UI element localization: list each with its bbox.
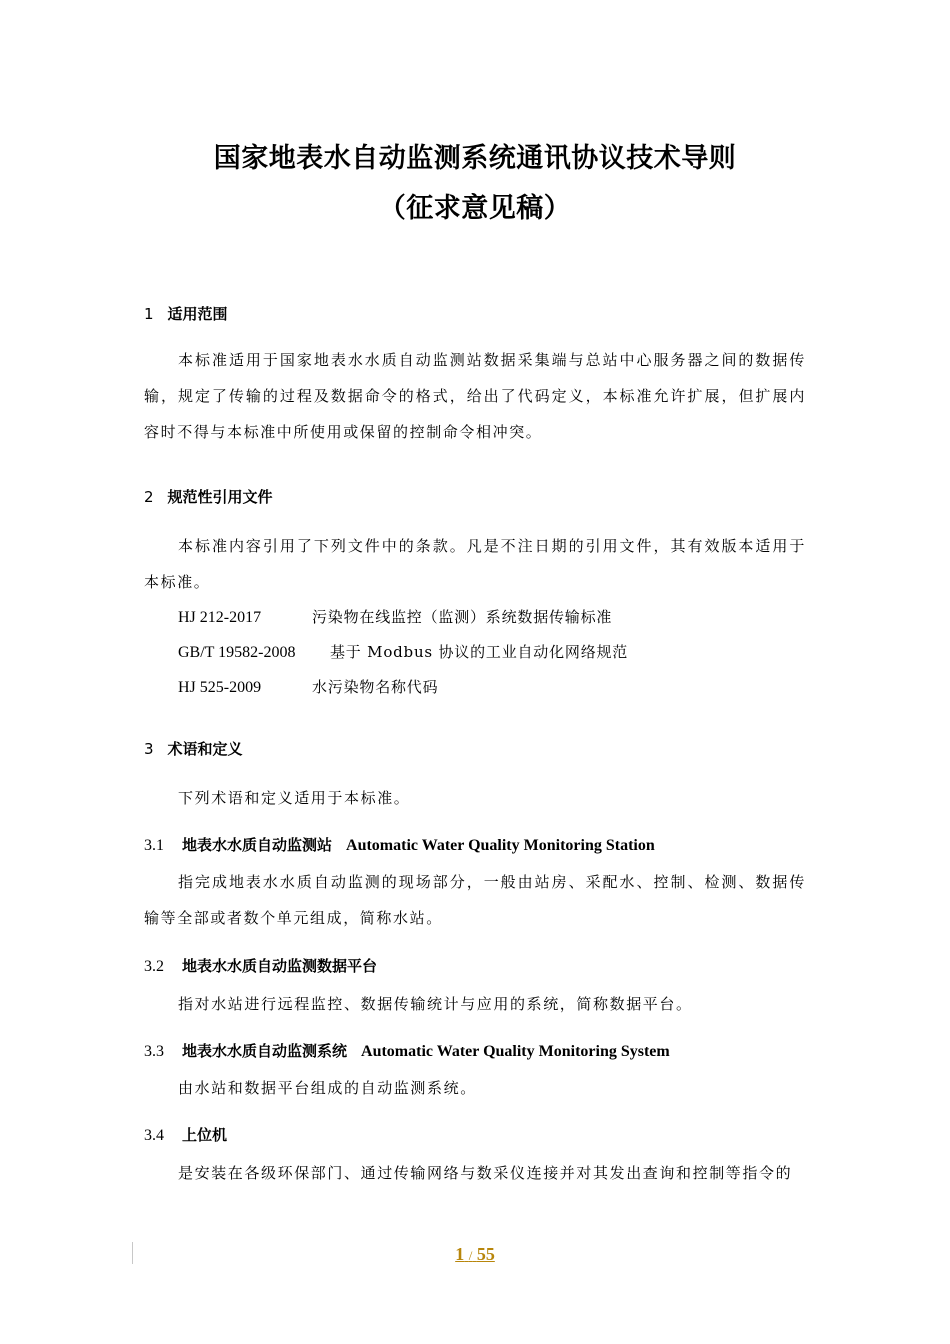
page-separator: / bbox=[468, 1248, 473, 1263]
section-title: 规范性引用文件 bbox=[167, 488, 273, 506]
reference-name: 基于 Modbus 协议的工业自动化网络规范 bbox=[330, 643, 629, 661]
term-definition-3-2: 指对水站进行远程监控、数据传输统计与应用的系统，简称数据平台。 bbox=[178, 995, 693, 1013]
term-heading-3-2 bbox=[144, 955, 377, 976]
term-name: 上位机 bbox=[182, 1126, 228, 1144]
section-number: 2 bbox=[144, 488, 154, 506]
term-number: 3.4 bbox=[144, 1127, 164, 1144]
section-title: 术语和定义 bbox=[167, 740, 243, 758]
section-title: 适用范围 bbox=[167, 305, 228, 323]
term-definition-3-4: 是安装在各级环保部门、通过传输网络与数采仪连接并对其发出查询和控制等指令的 bbox=[178, 1164, 793, 1182]
reference-code: HJ 212-2017 bbox=[178, 609, 262, 626]
section-number: 1 bbox=[144, 305, 154, 323]
term-definition-3-3: 由水站和数据平台组成的自动监测系统。 bbox=[178, 1079, 477, 1097]
term-number: 3.1 bbox=[144, 837, 164, 854]
current-page: 1 bbox=[455, 1244, 465, 1264]
section-2-paragraph: 本标准内容引用了下列文件中的条款。凡是不注日期的引用文件，其有效版本适用于本标准。 bbox=[144, 537, 806, 591]
section-2-heading bbox=[144, 486, 273, 507]
term-heading-3-3 bbox=[144, 1040, 670, 1061]
document-subtitle: （征求意见稿） bbox=[378, 193, 572, 224]
term-english: Automatic Water Quality Monitoring System bbox=[361, 1043, 670, 1060]
reference-name: 污染物在线监控（监测）系统数据传输标准 bbox=[312, 608, 613, 626]
reference-code: GB/T 19582-2008 bbox=[178, 644, 296, 661]
reference-code: HJ 525-2009 bbox=[178, 679, 262, 696]
total-pages: 55 bbox=[476, 1244, 495, 1264]
document-title: 国家地表水自动监测系统通讯协议技术导则 bbox=[213, 143, 737, 174]
term-heading-3-1 bbox=[144, 834, 655, 855]
term-name: 地表水水质自动监测数据平台 bbox=[182, 957, 378, 975]
section-number: 3 bbox=[144, 740, 154, 758]
term-english: Automatic Water Quality Monitoring Station bbox=[346, 837, 655, 854]
section-1-paragraph: 本标准适用于国家地表水水质自动监测站数据采集端与总站中心服务器之间的数据传输，规定了传输的过程及数据命令的格式，给出了代码定义，本标准允许扩展，但扩展内容时不得与本标准中所使用或保留的控制命令相冲突。 bbox=[144, 351, 806, 441]
reference-item bbox=[178, 606, 612, 627]
section-3-paragraph: 下列术语和定义适用于本标准。 bbox=[178, 789, 411, 807]
term-name: 地表水水质自动监测系统 bbox=[182, 1042, 348, 1060]
term-heading-3-4 bbox=[144, 1124, 227, 1145]
page-number[interactable] bbox=[0, 1244, 950, 1265]
section-3-heading bbox=[144, 738, 243, 759]
reference-item bbox=[178, 676, 438, 697]
reference-item bbox=[178, 641, 628, 662]
reference-name: 水污染物名称代码 bbox=[312, 678, 439, 696]
section-1-heading bbox=[144, 303, 228, 324]
term-number: 3.3 bbox=[144, 1043, 164, 1060]
term-name: 地表水水质自动监测站 bbox=[182, 836, 333, 854]
term-number: 3.2 bbox=[144, 958, 164, 975]
term-definition-3-1: 指完成地表水水质自动监测的现场部分，一般由站房、采配水、控制、检测、数据传输等全部或者数个单元组成，简称水站。 bbox=[144, 873, 806, 927]
